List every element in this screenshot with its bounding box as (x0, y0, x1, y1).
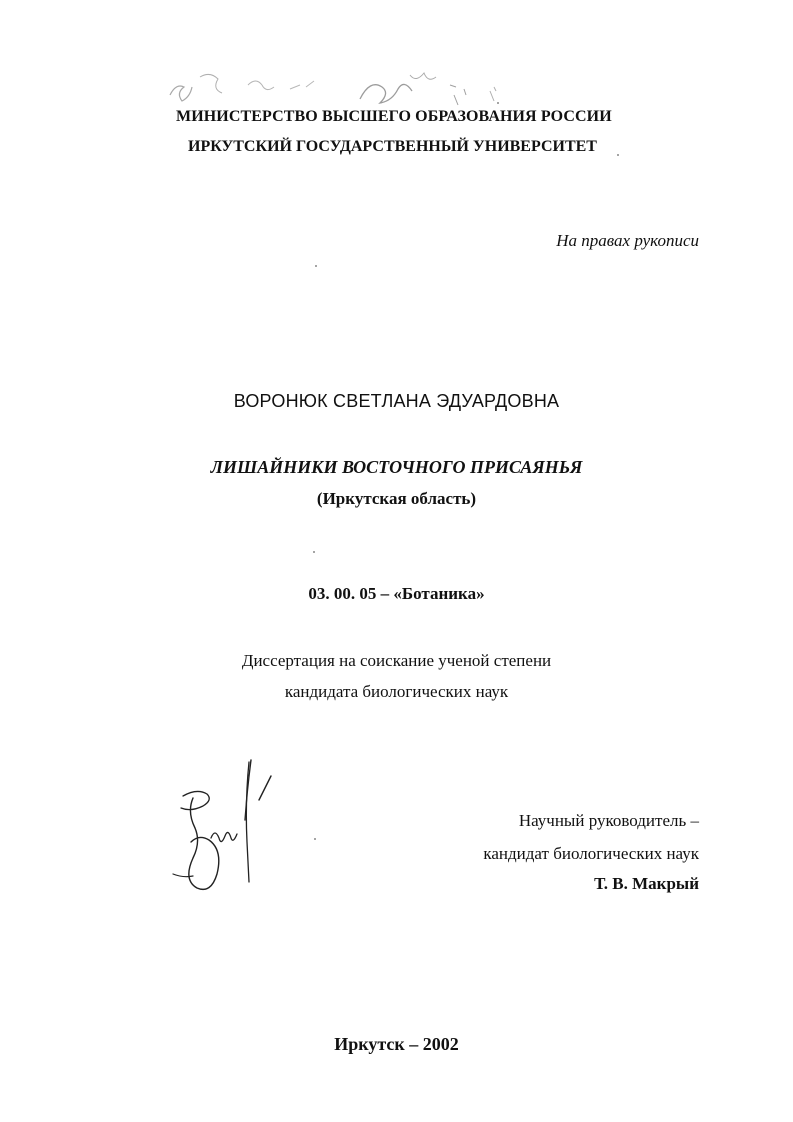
city-and-year: Иркутск – 2002 (334, 1034, 459, 1054)
scan-speck (315, 265, 317, 267)
scan-speck (617, 154, 619, 156)
scan-speck (313, 551, 315, 553)
scan-speck (497, 102, 499, 104)
manuscript-rights-note: На правах рукописи (556, 231, 699, 250)
dissertation-title: ЛИШАЙНИКИ ВОСТОЧНОГО ПРИСАЯНЬЯ (210, 457, 583, 477)
degree-statement-line-1: Диссертация на соискание ученой степени (241, 651, 552, 670)
author-name: ВОРОНЮК СВЕТЛАНА ЭДУАРДОВНА (233, 391, 560, 411)
supervisor-degree: кандидат биологических наук (483, 844, 699, 863)
scan-speck (314, 838, 316, 840)
supervisor-role: Научный руководитель – (518, 811, 699, 830)
specialty-code: 03. 00. 05 – «Ботаника» (308, 584, 485, 603)
dissertation-subtitle-region: (Иркутская область) (316, 489, 477, 508)
ministry-heading: МИНИСТЕРСТВО ВЫСШЕГО ОБРАЗОВАНИЯ РОССИИ (176, 108, 612, 125)
handwritten-signature (165, 750, 280, 900)
degree-statement-line-2: кандидата биологических наук (284, 682, 509, 701)
university-heading: ИРКУТСКИЙ ГОСУДАРСТВЕННЫЙ УНИВЕРСИТЕТ (188, 138, 597, 155)
supervisor-name: Т. В. Макрый (594, 874, 699, 893)
